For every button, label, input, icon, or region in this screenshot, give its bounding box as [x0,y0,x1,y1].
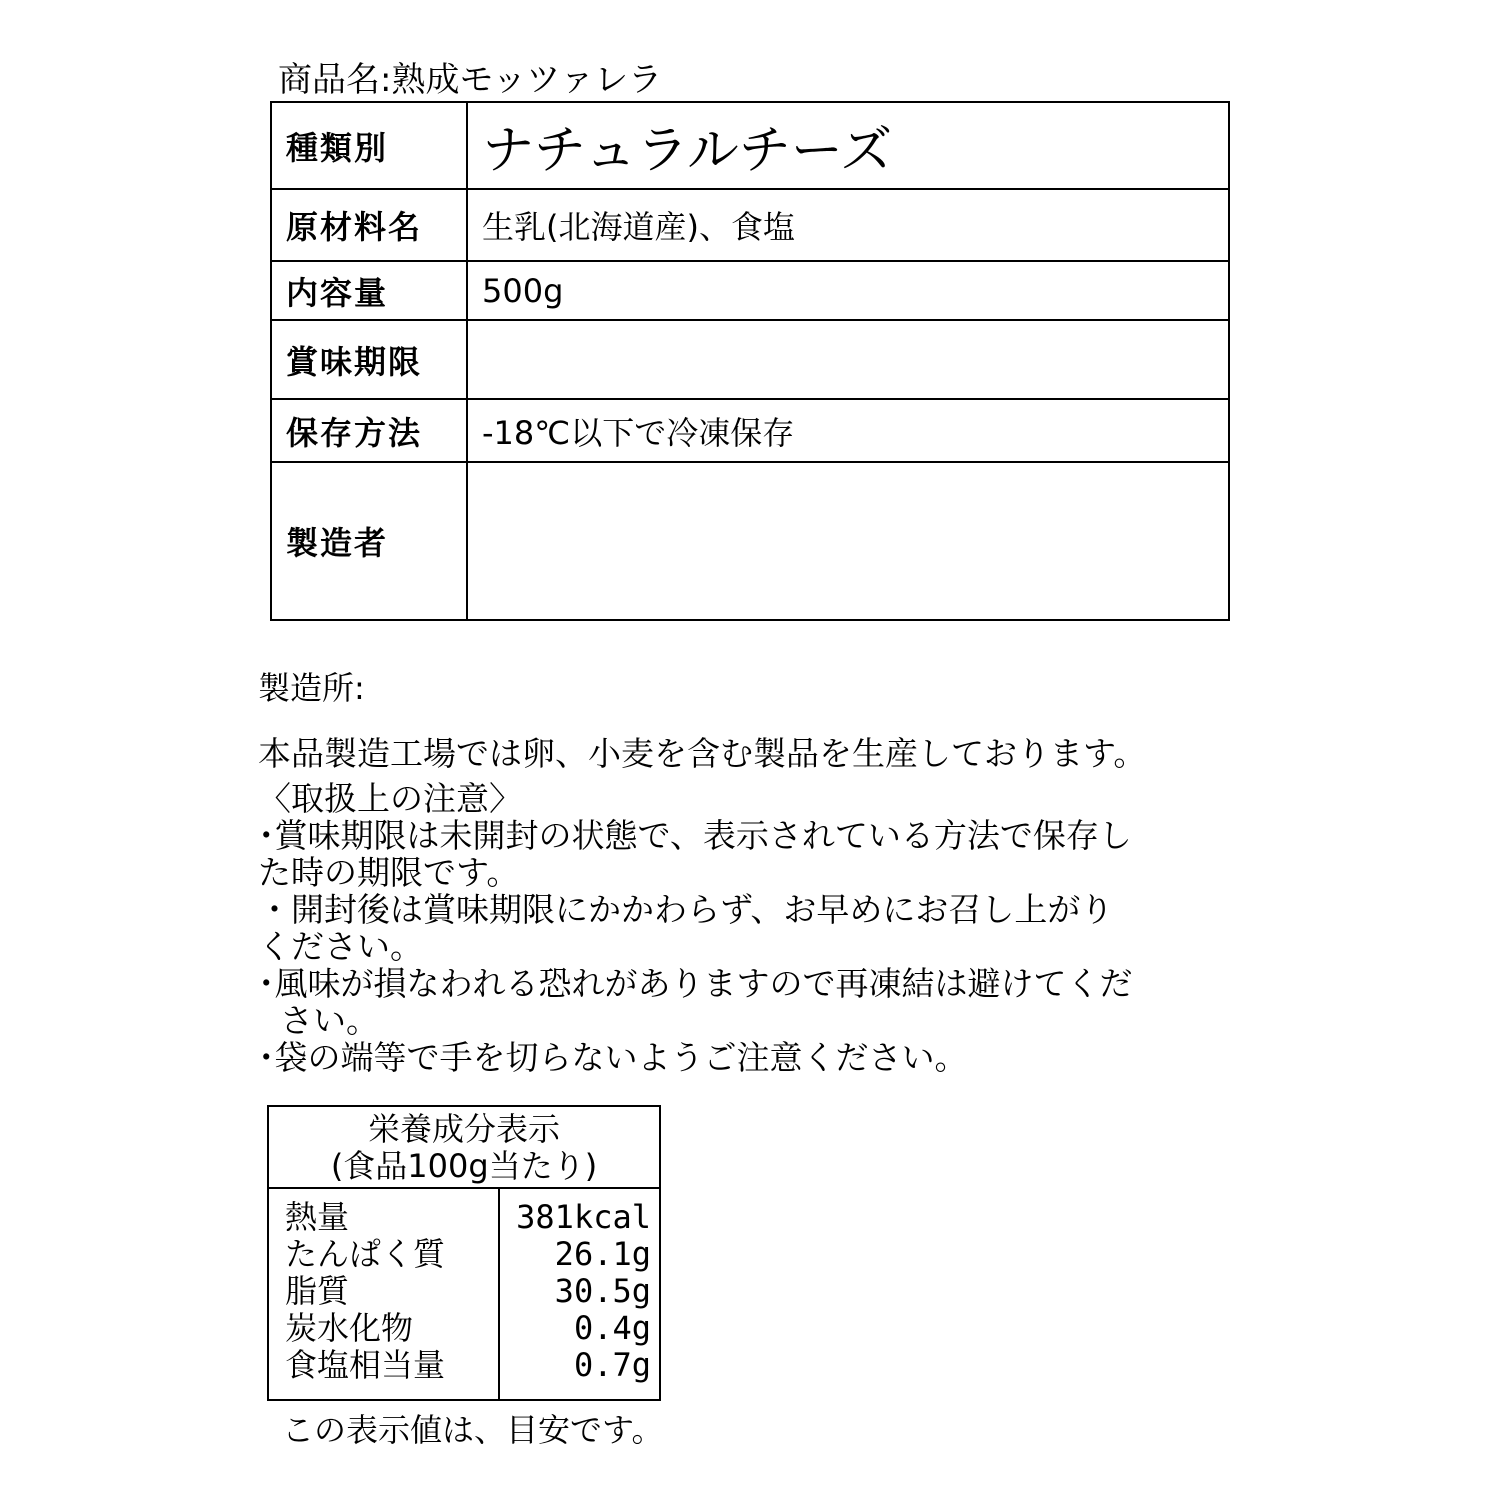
note-line: さい。 [280,1001,379,1040]
note-line: た時の期限です。 [258,853,520,892]
row-value: 生乳(北海道産)、食塩 [467,189,1229,261]
row-value: 500g [467,261,1229,320]
table-row [271,320,1229,399]
row-label: 種類別 [271,102,467,189]
row-label: 賞味期限 [271,320,467,399]
nutrient-label: 炭水化物 [285,1309,414,1347]
row-label: 原材料名 [271,189,467,261]
nutrient-label: たんぱく質 [285,1235,446,1273]
handling-heading: 〈取扱上の注意〉 [258,779,522,818]
nutrition-row [285,1236,651,1273]
row-value: -18℃以下で冷凍保存 [467,399,1229,462]
row-value [467,320,1229,399]
nutrient-value: 0.4g [573,1309,651,1347]
nutrient-label: 食塩相当量 [285,1346,446,1384]
nutrient-label: 熱量 [285,1198,350,1236]
nutrition-row [285,1273,651,1310]
nutrient-value: 26.1g [554,1235,651,1273]
nutrition-row [285,1347,651,1384]
nutrition-subtitle: (食品100g当たり) [330,1147,598,1185]
table-row [271,462,1229,620]
nutrition-table [267,1105,661,1401]
footnote: この表示値は、目安です。 [282,1411,664,1449]
nutrient-value: 0.7g [573,1346,651,1384]
note-line: ･賞味期限は未開封の状態で、表示されている方法で保存し [258,816,1132,855]
row-value [467,462,1229,620]
note-line: ・開封後は賞味期限にかかわらず、お早めにお召し上がり [258,890,1114,929]
nutrition-row [285,1199,651,1236]
note-line: ･袋の端等で手を切らないようご注意ください。 [258,1038,968,1077]
row-label: 保存方法 [271,399,467,462]
nutrition-row [285,1310,651,1347]
row-value: ナチュラルチーズ [467,102,1229,189]
note-line: ･風味が損なわれる恐れがありますので再凍結は避けてくだ [258,964,1133,1003]
row-label: 内容量 [271,261,467,320]
table-row [271,399,1229,462]
table-row [271,102,1229,189]
factory-label: 製造所: [258,669,365,707]
table-row [271,261,1229,320]
nutrition-body [269,1189,659,1399]
row-label: 製造者 [271,462,467,620]
nutrition-header [269,1107,659,1189]
nutrition-title: 栄養成分表示 [367,1110,560,1148]
nutrient-label: 脂質 [285,1272,350,1310]
product-info-table [270,101,1230,621]
product-name: 商品名:熟成モッツァレラ [278,60,663,100]
notes [258,735,1258,1076]
note-line: ください。 [258,927,423,966]
allergen-note: 本品製造工場では卵、小麦を含む製品を生産しております。 [258,734,1147,773]
nutrient-value: 30.5g [554,1272,651,1310]
nutrient-value: 381kcal [516,1198,651,1236]
table-row [271,189,1229,261]
